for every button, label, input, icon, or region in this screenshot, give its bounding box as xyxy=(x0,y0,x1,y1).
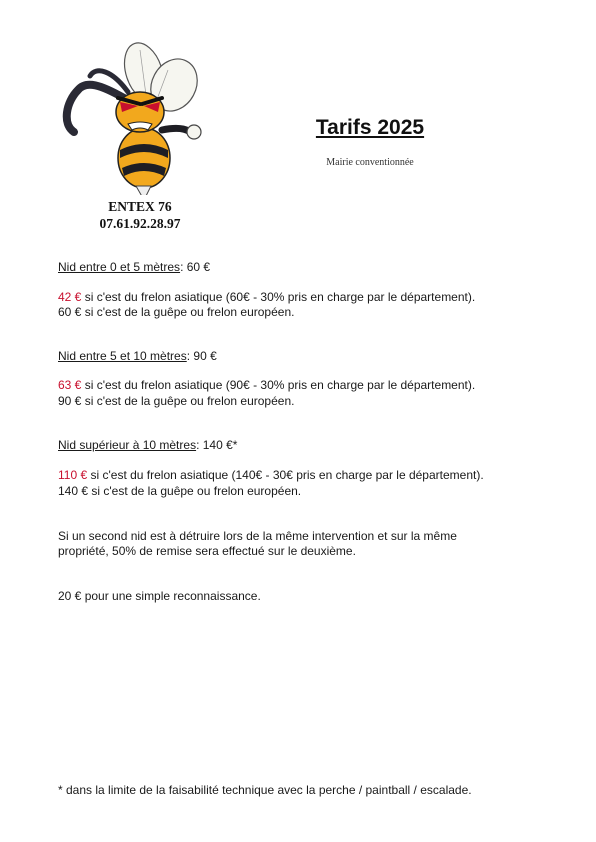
company-phone: 07.61.92.28.97 xyxy=(99,216,181,231)
section-heading-2 xyxy=(58,349,217,363)
section-heading-label: Nid entre 5 et 10 mètres xyxy=(58,349,187,363)
wasp-price-line: 140 € si c'est de la guêpe ou frelon européen. xyxy=(58,484,302,498)
red-price: 110 € xyxy=(58,468,88,482)
asian-hornet-price-line xyxy=(58,378,475,392)
asian-hornet-price-line xyxy=(58,468,484,482)
section-heading-label: Nid supérieur à 10 mètres xyxy=(58,438,197,452)
wasp-price-line: 90 € si c'est de la guêpe ou frelon européen. xyxy=(58,394,295,408)
company-name: ENTEX 76 xyxy=(108,199,172,214)
section-heading-1 xyxy=(58,260,210,274)
red-price: 63 € xyxy=(58,378,82,392)
price-detail: si c'est du frelon asiatique (90€ - 30% pris en charge par le département). xyxy=(81,378,476,392)
footnote: * dans la limite de la faisabilité technique avec la perche / paintball / escalade. xyxy=(58,783,472,797)
section-heading-price: : 140 €* xyxy=(196,438,238,452)
discount-note-line-2: propriété, 50% de remise sera effectué sur le deuxième. xyxy=(58,544,356,558)
page-subtitle: Mairie conventionnée xyxy=(326,157,414,168)
wasp-price-line: 60 € si c'est de la guêpe ou frelon européen. xyxy=(58,305,295,319)
section-heading-price: : 60 € xyxy=(180,260,211,274)
red-price: 42 € xyxy=(58,290,82,304)
angry-hornet-mascot-icon xyxy=(56,40,206,195)
section-heading-price: : 90 € xyxy=(186,349,217,363)
discount-note-line-1: Si un second nid est à détruire lors de la même intervention et sur la même xyxy=(58,529,457,543)
reconnaissance-price: 20 € pour une simple reconnaissance. xyxy=(58,589,261,603)
section-heading-label: Nid entre 0 et 5 mètres xyxy=(58,260,181,274)
page-title: Tarifs 2025 xyxy=(315,116,425,139)
price-detail: si c'est du frelon asiatique (60€ - 30% pris en charge par le département). xyxy=(81,290,476,304)
company-block xyxy=(70,198,210,232)
asian-hornet-price-line xyxy=(58,290,475,304)
section-heading-3 xyxy=(58,438,237,452)
price-detail: si c'est du frelon asiatique (140€ - 30€ pris en charge par le département). xyxy=(87,468,484,482)
